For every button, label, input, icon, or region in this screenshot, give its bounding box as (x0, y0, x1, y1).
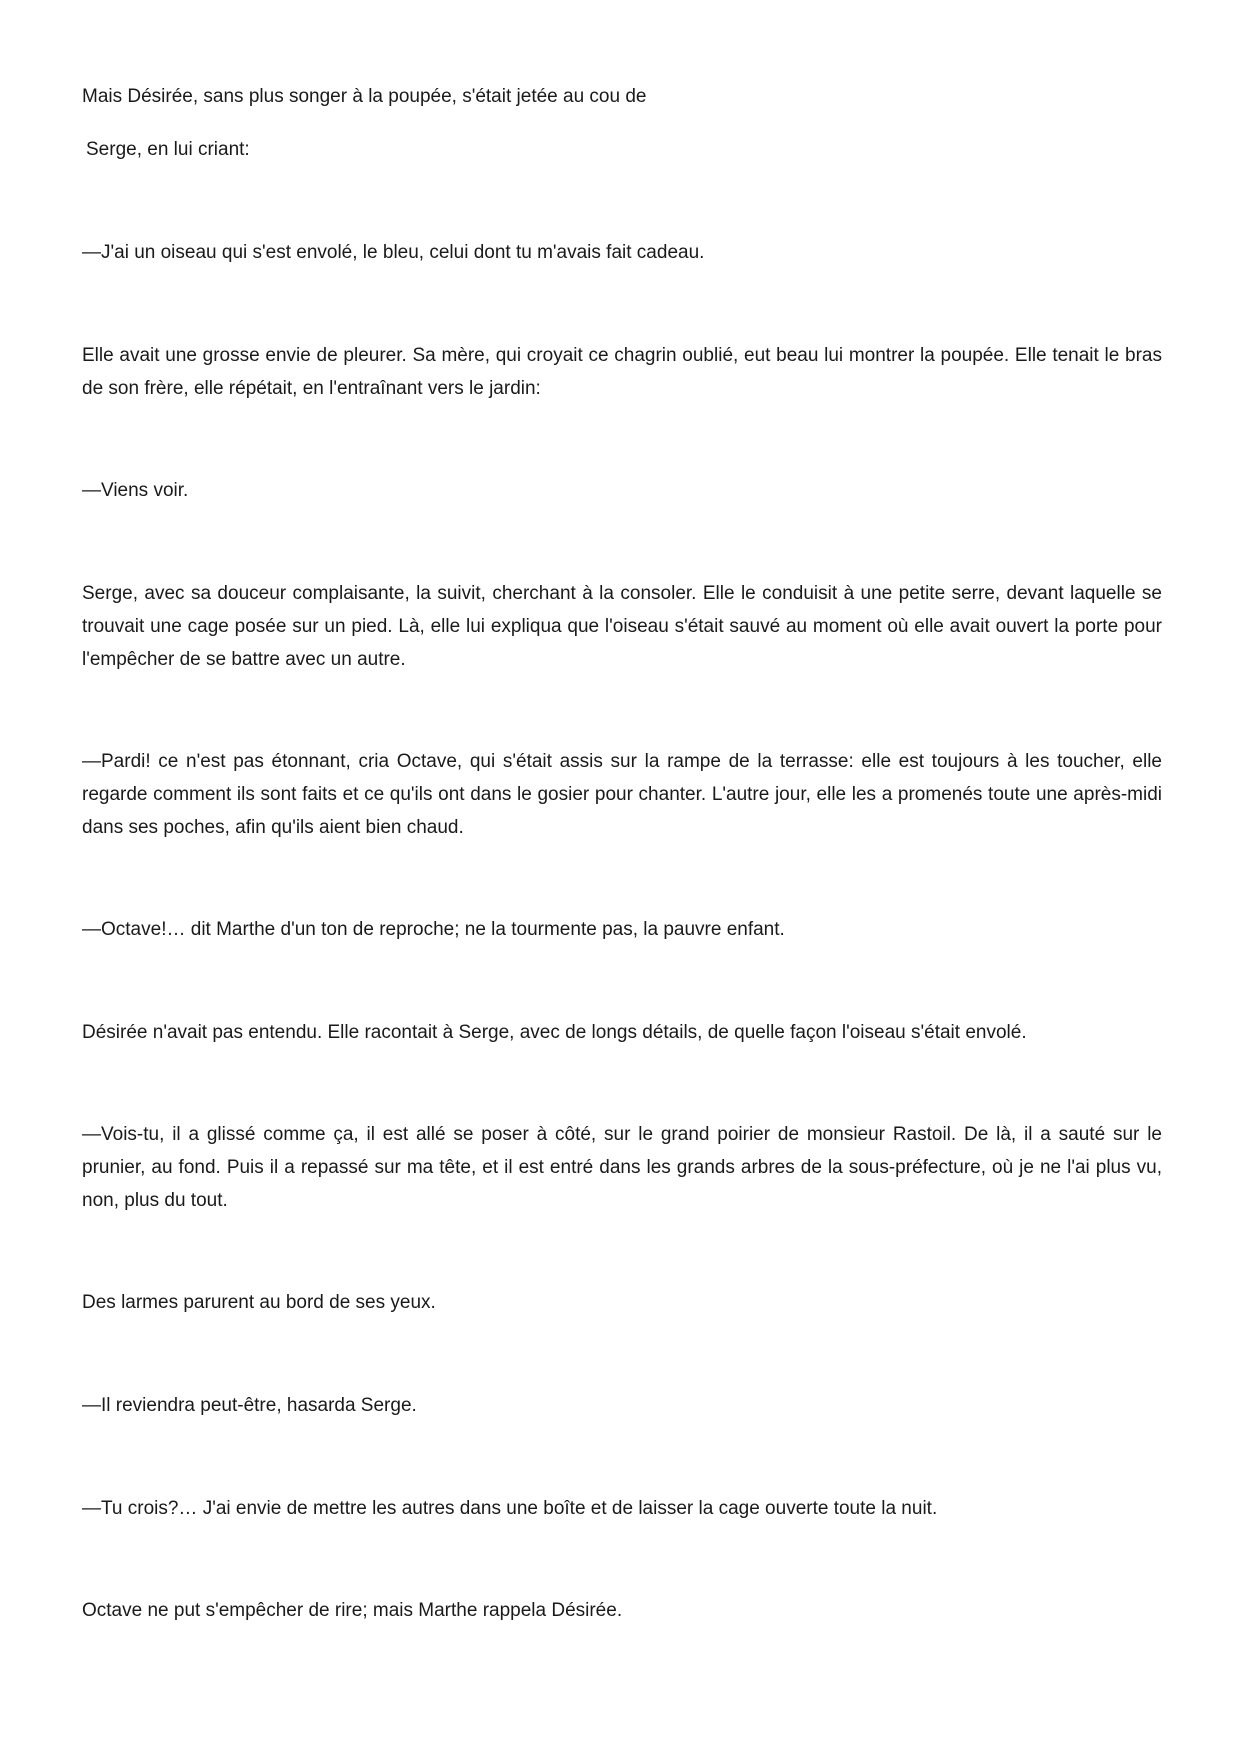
paragraph-7: —Pardi! ce n'est pas étonnant, cria Octave, qui s'était assis sur la rampe de la terrasse: elle est toujours à les toucher, elle regarde comment ils sont faits et ce qu'ils ont dans le gosier pour chanter. L'autre jour, elle les a promenés toute une après-midi dans ses poches, afin qu'ils aient bien chaud. (82, 751, 1162, 838)
paragraph-6: Serge, avec sa douceur complaisante, la suivit, cherchant à la consoler. Elle le conduisit à une petite serre, devant laquelle se trouvait une cage posée sur un pied. Là, elle lui expliqua que l'oiseau s'était sauvé au moment où elle avait ouvert la porte pour l'empêcher de se battre avec un autre. (82, 583, 1162, 670)
paragraph-1: Mais Désirée, sans plus songer à la poupée, s'était jetée au cou de (82, 86, 647, 107)
paragraph-11: Des larmes parurent au bord de ses yeux. (82, 1292, 436, 1313)
paragraph-8: —Octave!… dit Marthe d'un ton de reproche; ne la tourmente pas, la pauvre enfant. (82, 919, 785, 940)
paragraph-5: —Viens voir. (82, 480, 189, 501)
paragraph-14: Octave ne put s'empêcher de rire; mais Marthe rappela Désirée. (82, 1600, 623, 1621)
paragraph-12: —Il reviendra peut-être, hasarda Serge. (82, 1395, 417, 1416)
paragraph-4: Elle avait une grosse envie de pleurer. Sa mère, qui croyait ce chagrin oublié, eut beau lui montrer la poupée. Elle tenait le bras de son frère, elle répétait, en l'entraînant vers le jardin: (82, 345, 1162, 399)
paragraph-3: —J'ai un oiseau qui s'est envolé, le bleu, celui dont tu m'avais fait cadeau. (82, 242, 705, 263)
paragraph-10: —Vois-tu, il a glissé comme ça, il est allé se poser à côté, sur le grand poirier de monsieur Rastoil. De là, il a sauté sur le prunier, au fond. Puis il a repassé sur ma tête, et il est entré dans les grands arbres de la sous-préfecture, où je ne l'ai plus vu, non, plus du tout. (82, 1124, 1162, 1211)
paragraph-9: Désirée n'avait pas entendu. Elle racontait à Serge, avec de longs détails, de quelle façon l'oiseau s'était envolé. (82, 1022, 1027, 1043)
paragraph-2: Serge, en lui criant: (86, 139, 250, 160)
paragraph-13: —Tu crois?… J'ai envie de mettre les autres dans une boîte et de laisser la cage ouverte toute la nuit. (82, 1498, 938, 1519)
